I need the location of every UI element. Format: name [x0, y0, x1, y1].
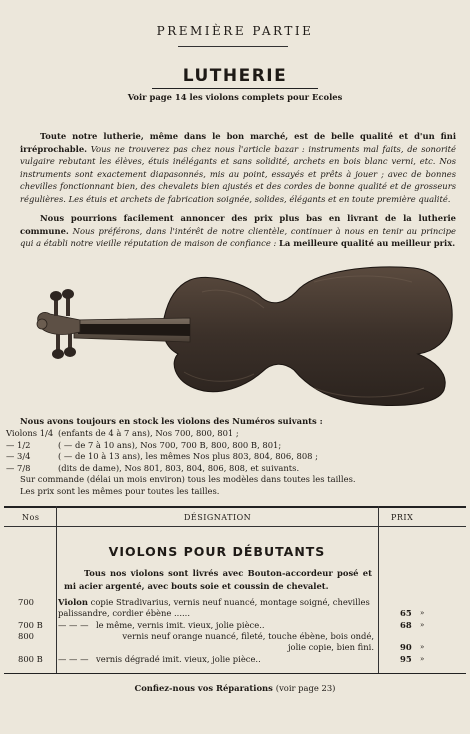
stock-size: Violons 1/4 — [6, 428, 54, 438]
intro-italic: Vous ne trouverez pas chez nous l'article bazar : instruments mal faits, de sonorité vulgaire rebutant les élèves, étuis inélégants et sans solidité, archets en bois blanc verni, etc. Nos instruments sont exactement diapasonnés, mis au point, essayés et prêts à jouer ; avec de bonnes chevilles fonctionnant bien, des chevalets bien ajustés et des cordes de bonne qualité et de grosseurs régulières. Les étuis et archets de fabrication soignée, solides, élégants et en toute première qualité. — [20, 143, 456, 204]
table-bottom-rule — [4, 673, 466, 674]
stock-list — [6, 428, 466, 474]
price-mark: » — [420, 655, 425, 663]
item-price: 95 — [400, 654, 412, 664]
price-mark: » — [420, 609, 425, 618]
price-note-bold: Nous pourrions facilement annoncer des prix plus bas en livrant de la lutherie commune. — [20, 213, 456, 236]
violin-image — [14, 262, 464, 408]
item-price: 90 — [400, 642, 412, 653]
stock-detail: (dits de dame), Nos 801, 803, 804, 806, 808, et suivants. — [58, 462, 300, 473]
section-title: PREMIÈRE PARTIE — [156, 24, 314, 38]
page-subtitle: Voir page 14 les violons complets pour Ecoles — [127, 92, 343, 102]
stock-size: — 1/2 — [6, 439, 31, 450]
order-note: Sur commande (délai un mois environ) tous les modèles dans toutes les tailles. — [20, 474, 356, 484]
table-heading: VIOLONS POUR DÉBUTANTS — [108, 544, 326, 559]
intro-bold: Toute notre lutherie, même dans le bon marché, est de belle qualité et d'un fini irréprochable. — [20, 131, 456, 154]
section-divider — [178, 46, 288, 47]
table-column-divider — [378, 506, 379, 673]
stock-detail: (enfants de 4 à 7 ans), Nos 700, 800, 801 ; — [58, 428, 239, 438]
table-top-rule — [4, 506, 466, 508]
stock-row — [6, 451, 466, 463]
column-header-designation: DÉSIGNATION — [184, 513, 252, 522]
stock-heading: Nous avons toujours en stock les violons des Numéros suivants : — [20, 416, 323, 426]
item-price: 65 — [400, 608, 412, 619]
table-column-divider — [56, 506, 57, 673]
item-label: Violon — [58, 597, 88, 607]
table-header-rule — [4, 526, 466, 527]
stock-row — [6, 463, 466, 475]
price-mark: » — [420, 643, 425, 652]
column-header-price: PRIX — [391, 513, 414, 522]
item-price: 68 — [400, 620, 412, 630]
item-number: 800 — [18, 631, 34, 641]
stock-row — [6, 428, 466, 440]
item-description-text: vernis dégradé imit. vieux, jolie pièce.. — [96, 654, 261, 664]
price-mark: » — [420, 621, 425, 629]
item-description — [58, 597, 374, 620]
item-number: 700 — [18, 597, 34, 607]
item-number: 800 B — [18, 654, 43, 664]
intro-paragraph — [20, 130, 456, 206]
stock-size: — 7/8 — [6, 462, 31, 473]
price-paragraph — [20, 212, 456, 250]
ditto-mark: — — — — [58, 654, 89, 664]
stock-size: — 3/4 — [6, 451, 31, 462]
table-intro: Tous nos violons sont livrés avec Bouton-accordeur posé et mi acier argenté, avec bouts soie et coussin de chevalet. — [64, 568, 372, 591]
item-number: 700 B — [18, 620, 43, 630]
item-description — [58, 620, 374, 631]
item-description-text: le même, vernis imit. vieux, jolie pièce.. — [96, 620, 265, 630]
stock-detail: ( — de 7 à 10 ans), Nos 700, 700 B, 800, 800 B, 801; — [58, 439, 282, 450]
column-header-number: Nos — [22, 513, 40, 522]
price-same-note: Les prix sont les mêmes pour toutes les tailles. — [20, 486, 220, 496]
stock-detail: ( — de 10 à 13 ans), les mêmes Nos plus 803, 804, 806, 808 ; — [58, 451, 318, 462]
stock-row — [6, 440, 466, 452]
price-note-motto: La meilleure qualité au meilleur prix. — [278, 238, 456, 249]
item-description-text: copie Stradivarius, vernis neuf nuancé, montage soigné, chevilles palissandre, cordier ébène ...... — [58, 597, 370, 619]
ditto-mark: — — — — [58, 620, 89, 630]
page-title: LUTHERIE — [182, 66, 288, 86]
price-note-italic: Nous préférons, dans l'intérêt de notre clientèle, continuer à nous en tenir au principe qui a établi notre vieille réputation de maison de confiance : — [20, 225, 456, 249]
repairs-page-ref: (voir page 23) — [275, 683, 336, 693]
repairs-footer — [0, 683, 470, 693]
title-underline — [152, 88, 318, 89]
item-description — [58, 654, 374, 665]
item-description: vernis neuf orange nuancé, fileté, touche ébène, bois ondé, jolie copie, bien fini. — [122, 631, 374, 653]
repairs-label: Confiez-nous vos Réparations — [134, 683, 273, 693]
